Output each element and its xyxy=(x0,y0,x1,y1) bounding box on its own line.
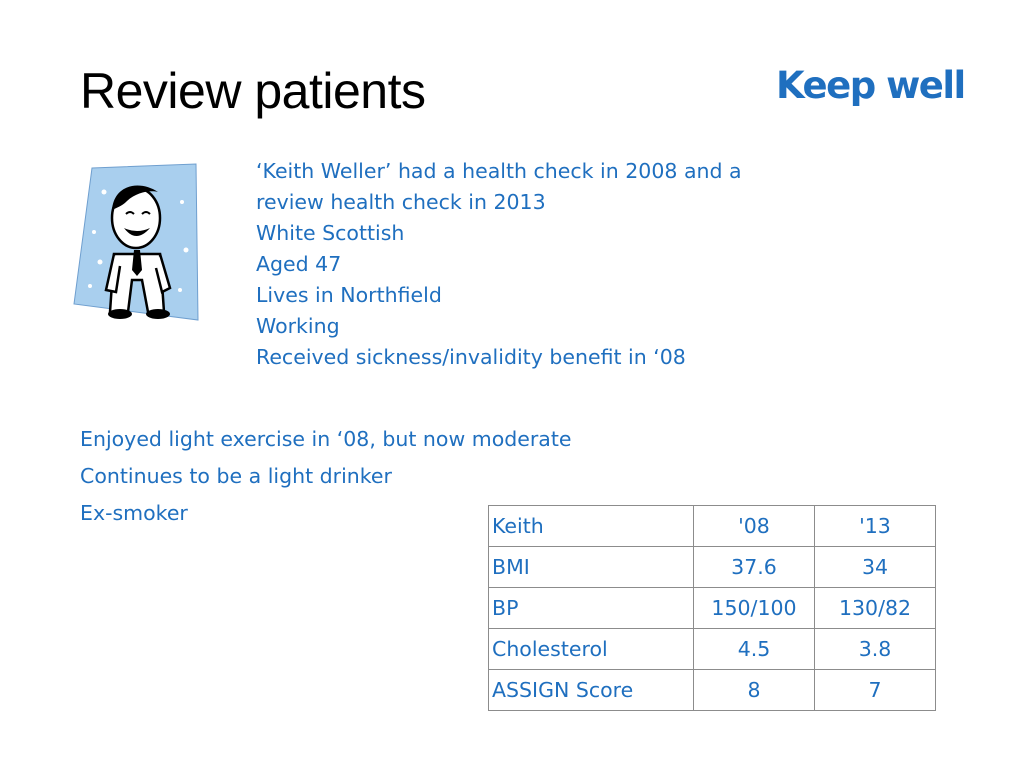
table-cell: 130/82 xyxy=(815,588,936,629)
habit-line: Ex-smoker xyxy=(80,501,188,525)
table-cell: 4.5 xyxy=(694,629,815,670)
table-cell: 3.8 xyxy=(815,629,936,670)
table-row xyxy=(489,629,936,670)
intro-line: Received sickness/invalidity benefit in ‘08 xyxy=(256,345,686,369)
table-cell: 34 xyxy=(815,547,936,588)
patient-intro xyxy=(256,156,896,373)
table-cell: 7 xyxy=(815,670,936,711)
row-label: Cholesterol xyxy=(489,629,694,670)
table-cell: 8 xyxy=(694,670,815,711)
slide-title: Review patients xyxy=(80,63,426,119)
habit-line: Enjoyed light exercise in ‘08, but now moderate xyxy=(80,427,572,451)
table-cell: 150/100 xyxy=(694,588,815,629)
cartoon-man-icon xyxy=(70,162,200,328)
header-cell: Keith xyxy=(489,506,694,547)
header-cell: '08 xyxy=(694,506,815,547)
intro-line: Working xyxy=(256,314,340,338)
habit-line: Continues to be a light drinker xyxy=(80,464,392,488)
row-label: BMI xyxy=(489,547,694,588)
row-label: ASSIGN Score xyxy=(489,670,694,711)
intro-line: White Scottish xyxy=(256,221,405,245)
header-cell: '13 xyxy=(815,506,936,547)
table-row xyxy=(489,588,936,629)
table-cell: 37.6 xyxy=(694,547,815,588)
keep-well-logo: Keep well xyxy=(776,64,965,107)
intro-line: review health check in 2013 xyxy=(256,190,546,214)
results-table xyxy=(488,505,936,711)
intro-line: ‘Keith Weller’ had a health check in 2008 and a xyxy=(256,159,742,183)
table-row xyxy=(489,547,936,588)
intro-line: Lives in Northfield xyxy=(256,283,442,307)
row-label: BP xyxy=(489,588,694,629)
table-header-row xyxy=(489,506,936,547)
table-row xyxy=(489,670,936,711)
intro-line: Aged 47 xyxy=(256,252,342,276)
